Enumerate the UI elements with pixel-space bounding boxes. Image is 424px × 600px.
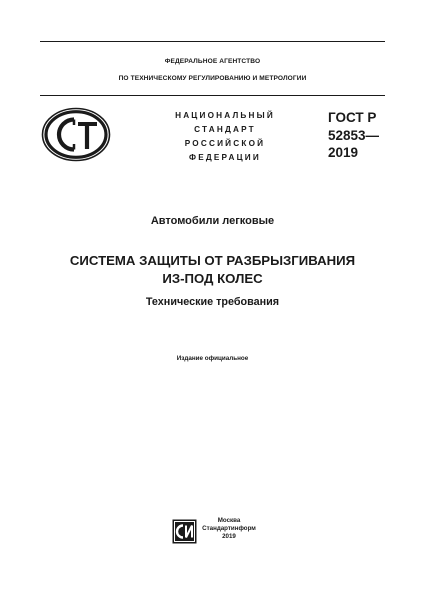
standard-line-4: ФЕДЕРАЦИИ: [189, 153, 261, 162]
standard-designation: [328, 109, 379, 162]
document-title-line-1: СИСТЕМА ЗАЩИТЫ ОТ РАЗБРЫЗГИВАНИЯ: [69, 253, 356, 268]
publisher-city: Москва: [217, 517, 241, 524]
emblem-letters: СТ: [76, 137, 78, 138]
publisher-block: [199, 517, 259, 540]
designation-line-3: 2019: [328, 145, 359, 160]
designation-line-2: 52853—: [328, 127, 380, 143]
agency-name-line2: ПО ТЕХНИЧЕСКОМУ РЕГУЛИРОВАНИЮ И МЕТРОЛОГИИ: [118, 75, 307, 82]
edition-label: Издание официальное: [176, 355, 249, 362]
publisher-name: Стандартинформ: [202, 524, 256, 532]
standard-line-2: СТАНДАРТ: [194, 125, 256, 134]
national-standard-label: [160, 109, 290, 165]
gost-emblem-icon: [41, 107, 111, 162]
designation-line-1: ГОСТ Р: [328, 110, 377, 125]
document-title-line-2: ИЗ-ПОД КОЛЕС: [162, 270, 263, 286]
agency-name-line1: ФЕДЕРАЛЬНОЕ АГЕНТСТВО: [164, 58, 261, 65]
header-rule: [40, 95, 385, 96]
document-subtitle-bottom: Технические требования: [145, 296, 280, 308]
standard-line-1: НАЦИОНАЛЬНЫЙ: [175, 111, 275, 120]
document-title: [40, 252, 385, 287]
standartinform-logo-icon: [172, 519, 197, 544]
document-subtitle-top: Автомобили легковые: [150, 215, 275, 227]
publisher-year: 2019: [222, 532, 236, 540]
top-rule: [40, 41, 385, 42]
standard-line-3: РОССИЙСКОЙ: [184, 139, 266, 148]
